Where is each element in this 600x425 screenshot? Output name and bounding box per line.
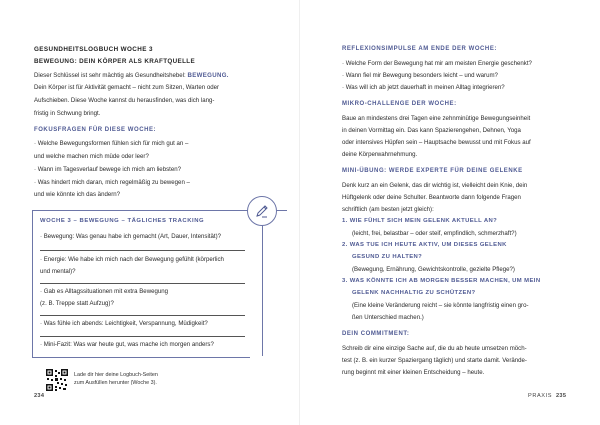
page-subheading: BEWEGUNG: DEIN KÖRPER ALS KRAFTQUELLE [34,58,196,65]
intro-text: Dieser Schlüssel ist sehr mächtig als Gesundheitshebel: [34,72,188,79]
micro-line: deine Körperwahrnehmung. [342,151,418,158]
qr-code[interactable] [46,369,68,391]
reflection-line: · Was will ich ab jetzt dauerhaft in meinen Alltag integrieren? [342,84,505,91]
question-1-hint: (leicht, frei, belastbar – oder steif, empfindlich, schmerzhaft?) [352,230,517,237]
reflection-line: · Wann fiel mir Bewegung besonders leicht – und warum? [342,72,498,79]
page-number-left: 234 [34,393,45,399]
write-line[interactable] [40,250,245,251]
tracking-item: · Was fühle ich abends: Leichtigkeit, Verspannung, Müdigkeit? [40,320,208,327]
tracking-item-cont: und mental)? [40,268,76,275]
question-2-cont: GESUND ZU HALTEN? [352,254,423,260]
tracking-item: · Energie: Wie habe ich mich nach der Bewegung gefühlt (körperlich [40,256,224,263]
intro-line-3: Aufschieben. Diese Woche kannst du herausfinden, was dich lang- [34,97,215,104]
question-3: 3. WAS KÖNNTE ICH AB MORGEN BESSER MACHEN, UM MEIN [342,278,541,284]
tracking-item: · Bewegung: Was genau habe ich gemacht (Art, Dauer, Intensität)? [40,233,221,240]
mini-line: Hüftgelenk oder deine Schulter. Beantworte dann folgende Fragen [342,194,521,201]
micro-challenge-heading: MIKRO-CHALLENGE DER WOCHE: [342,101,457,107]
question-1: 1. WIE FÜHLT SICH MEIN GELENK AKTUELL AN? [342,218,498,224]
question-2: 2. WAS TUE ICH HEUTE AKTIV, UM DIESES GELENK [342,242,507,248]
write-line[interactable] [40,283,245,284]
tracking-box-sideline [262,222,263,356]
reflection-heading: REFLEXIONSIMPULSE AM ENDE DER WOCHE: [342,46,497,52]
footer-section-label: PRAXIS [528,393,553,399]
page-heading: GESUNDHEITSLOGBUCH WOCHE 3 [34,46,153,53]
page-number-right: 235 [556,393,567,399]
pencil-icon [247,196,277,226]
mini-line: schriftlich (am besten jetzt gleich): [342,206,434,213]
question-2-hint: (Bewegung, Ernährung, Gewichtskontrolle, gezielte Pflege?) [352,266,515,273]
focus-line: · Was hindert mich daran, mich regelmäßig zu bewegen – [34,179,190,186]
right-page [300,0,600,425]
micro-line: in deinen Vormittag ein. Das kann Spazierengehen, Dehnen, Yoga [342,127,521,134]
question-3-cont: GELENK NACHHALTIG ZU SCHÜTZEN? [352,290,476,296]
micro-line: Baue an mindestens drei Tagen eine zehnminütige Bewegungseinheit [342,115,531,122]
tracking-heading: WOCHE 3 – BEWEGUNG – TÄGLICHES TRACKING [40,218,205,224]
focus-line: · Welche Bewegungsformen fühlen sich für mich gut an – [34,140,189,147]
question-3-hint: (Eine kleine Veränderung reicht – sie könnte langfristig einen gro- [352,302,529,309]
commitment-line: test (z. B. ein kurzer Spaziergang täglich) und starte damit. Verände- [342,357,527,364]
commitment-heading: DEIN COMMITMENT: [342,331,410,337]
focus-line: und wie könnte ich das ändern? [34,191,121,198]
intro-emphasis: BEWEGUNG. [187,72,229,79]
write-line[interactable] [40,315,245,316]
focus-line: · Wann im Tagesverlauf bewege ich mich am liebsten? [34,166,181,173]
micro-line: oder intensives Hüpfen sein – Hauptsache bewusst und mit Fokus auf [342,139,531,146]
qr-caption-2: zum Ausfüllen herunter (Woche 3). [74,380,157,386]
commitment-line: Schreib dir eine einzige Sache auf, die du ab heute umsetzen möch- [342,345,527,352]
mini-uebung-heading: MINI-ÜBUNG: WERDE EXPERTE FÜR DEINE GELENKE [342,168,523,174]
commitment-line: rung beginnt mit einer kleinen Entscheidung – heute. [342,369,485,376]
intro-line-1 [34,70,229,81]
mini-line: Denk kurz an ein Gelenk, das dir wichtig ist, vielleicht dein Knie, dein [342,182,528,189]
focus-line: und welche machen mich müde oder leer? [34,153,149,160]
write-line[interactable] [40,336,245,337]
focus-heading: FOKUSFRAGEN FÜR DIESE WOCHE: [34,127,157,133]
tracking-item-cont: (z. B. Treppe statt Aufzug)? [40,300,114,307]
tracking-item: · Gab es Alltagssituationen mit extra Bewegung [40,288,169,295]
intro-line-4: fristig in Schwung bringt. [34,110,101,117]
intro-line-2: Dein Körper ist für Aktivität gemacht – nicht zum Sitzen, Warten oder [34,84,220,91]
reflection-line: · Welche Form der Bewegung hat mir am meisten Energie geschenkt? [342,60,532,67]
question-3-hint-cont: ßen Unterschied machen.) [352,314,424,321]
qr-caption-1: Lade dir hier deine Logbuch-Seiten [74,372,158,378]
tracking-item: · Mini-Fazit: Was war heute gut, was mache ich morgen anders? [40,341,214,348]
